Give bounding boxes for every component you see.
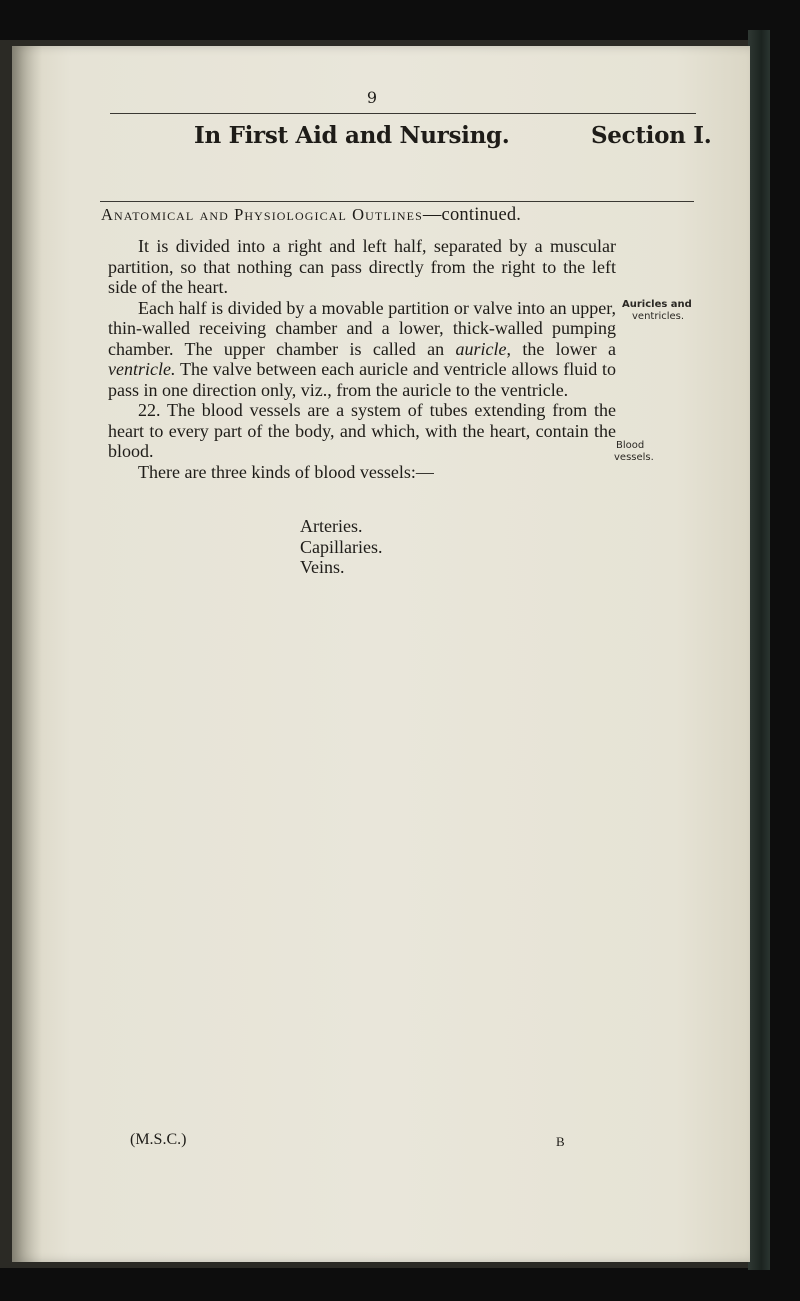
running-title: In First Aid and Nursing. xyxy=(194,122,510,149)
section-heading-continued: —continued. xyxy=(422,205,522,225)
term-ventricle: ventricle. xyxy=(108,359,176,379)
paragraph-heart-halves: It is divided into a right and left half, separated by a muscular partition, so that nothing can pass directly from the right to the left side of the heart. xyxy=(108,236,616,297)
side-note-line: Blood xyxy=(616,440,645,451)
page-gutter-shadow xyxy=(12,46,42,1262)
term-auricle: auricle xyxy=(455,338,507,359)
header-rule-top xyxy=(110,113,696,114)
body-text xyxy=(108,236,616,482)
side-note-line: vessels. xyxy=(614,452,654,463)
side-note-blood-vessels xyxy=(614,440,654,464)
book-cover-edge xyxy=(748,30,770,1270)
footer-publisher-mark: (M.S.C.) xyxy=(130,1131,187,1148)
list-item: Veins. xyxy=(300,557,345,577)
list-item: Capillaries. xyxy=(300,536,383,557)
paragraph-kinds-of-vessels: There are three kinds of blood vessels:— xyxy=(138,461,434,482)
section-heading xyxy=(101,205,521,226)
side-note-line: ventricles. xyxy=(632,311,685,322)
book-page xyxy=(12,46,750,1262)
paragraph-auricles-ventricles xyxy=(108,298,616,401)
footer-signature-mark: B xyxy=(556,1134,565,1149)
paragraph-text: Each half is divided by a movable partition or valve into an upper, thin-walled receiving chamber and a lower, thick-walled pumping chamber. The upper chamber is called an xyxy=(108,297,616,359)
paragraph-blood-vessels: 22. The blood vessels are a system of tubes extending from the heart to every part of the body, and which, with the heart, contain the blood. xyxy=(108,400,616,461)
running-section: Section I. xyxy=(591,122,712,149)
page-number: 9 xyxy=(366,88,378,107)
side-note-auricles xyxy=(622,299,692,323)
paragraph-text: , the lower a xyxy=(506,338,616,359)
list-item: Arteries. xyxy=(300,516,363,536)
vessel-list xyxy=(300,516,382,578)
section-heading-title: Anatomical and Physiological Outlines xyxy=(101,205,423,224)
paragraph-text: The valve between each auricle and ventricle allows fluid to pass in one direction only, viz., from the auricle to the ventricle. xyxy=(108,359,616,400)
header-rule-bottom xyxy=(100,201,694,202)
side-note-line: Auricles and xyxy=(622,299,692,310)
